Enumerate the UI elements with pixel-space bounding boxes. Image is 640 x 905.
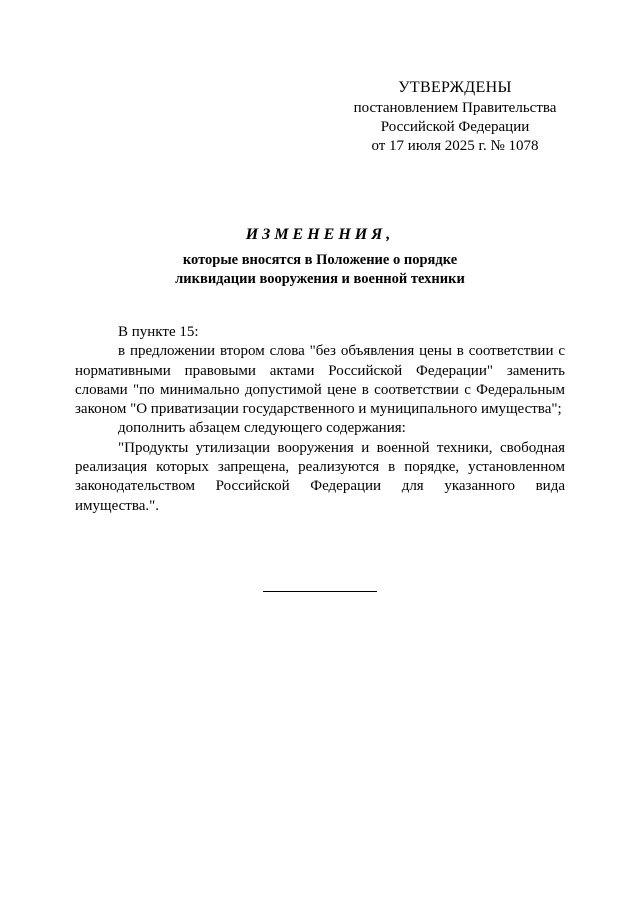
body-paragraph: дополнить абзацем следующего содержания:: [118, 420, 406, 437]
document-body: [75, 323, 565, 516]
body-paragraph: в предложении втором слова "без объявления цены в соответствии с нормативными правовыми актами Российской Федерации" заменить словами "по минимально допустимой цене в соответствии с Федеральным законом "О приватизации государственного и муниципального имущества";: [75, 343, 565, 418]
approval-date-line: от 17 июля 2025 г. № 1078: [371, 138, 539, 154]
document-subtitle: [0, 251, 640, 289]
subtitle-line: которые вносятся в Положение о порядке: [182, 252, 458, 268]
approval-line: постановлением Правительства: [353, 100, 557, 116]
body-paragraph: "Продукты утилизации вооружения и военной техники, свободная реализация которых запрещена, реализуются в порядке, установленном законодательством Российской Федерации для указанного вида имущества.".: [75, 439, 565, 514]
end-separator-line: [263, 591, 377, 592]
subtitle-line: ликвидации вооружения и военной техники: [175, 271, 465, 287]
body-paragraph: В пункте 15:: [118, 324, 199, 340]
approval-block: [345, 78, 565, 156]
approval-title: УТВЕРЖДЕНЫ: [398, 79, 512, 96]
document-title: ИЗМЕНЕНИЯ,: [245, 226, 395, 243]
approval-line: Российской Федерации: [380, 119, 530, 135]
